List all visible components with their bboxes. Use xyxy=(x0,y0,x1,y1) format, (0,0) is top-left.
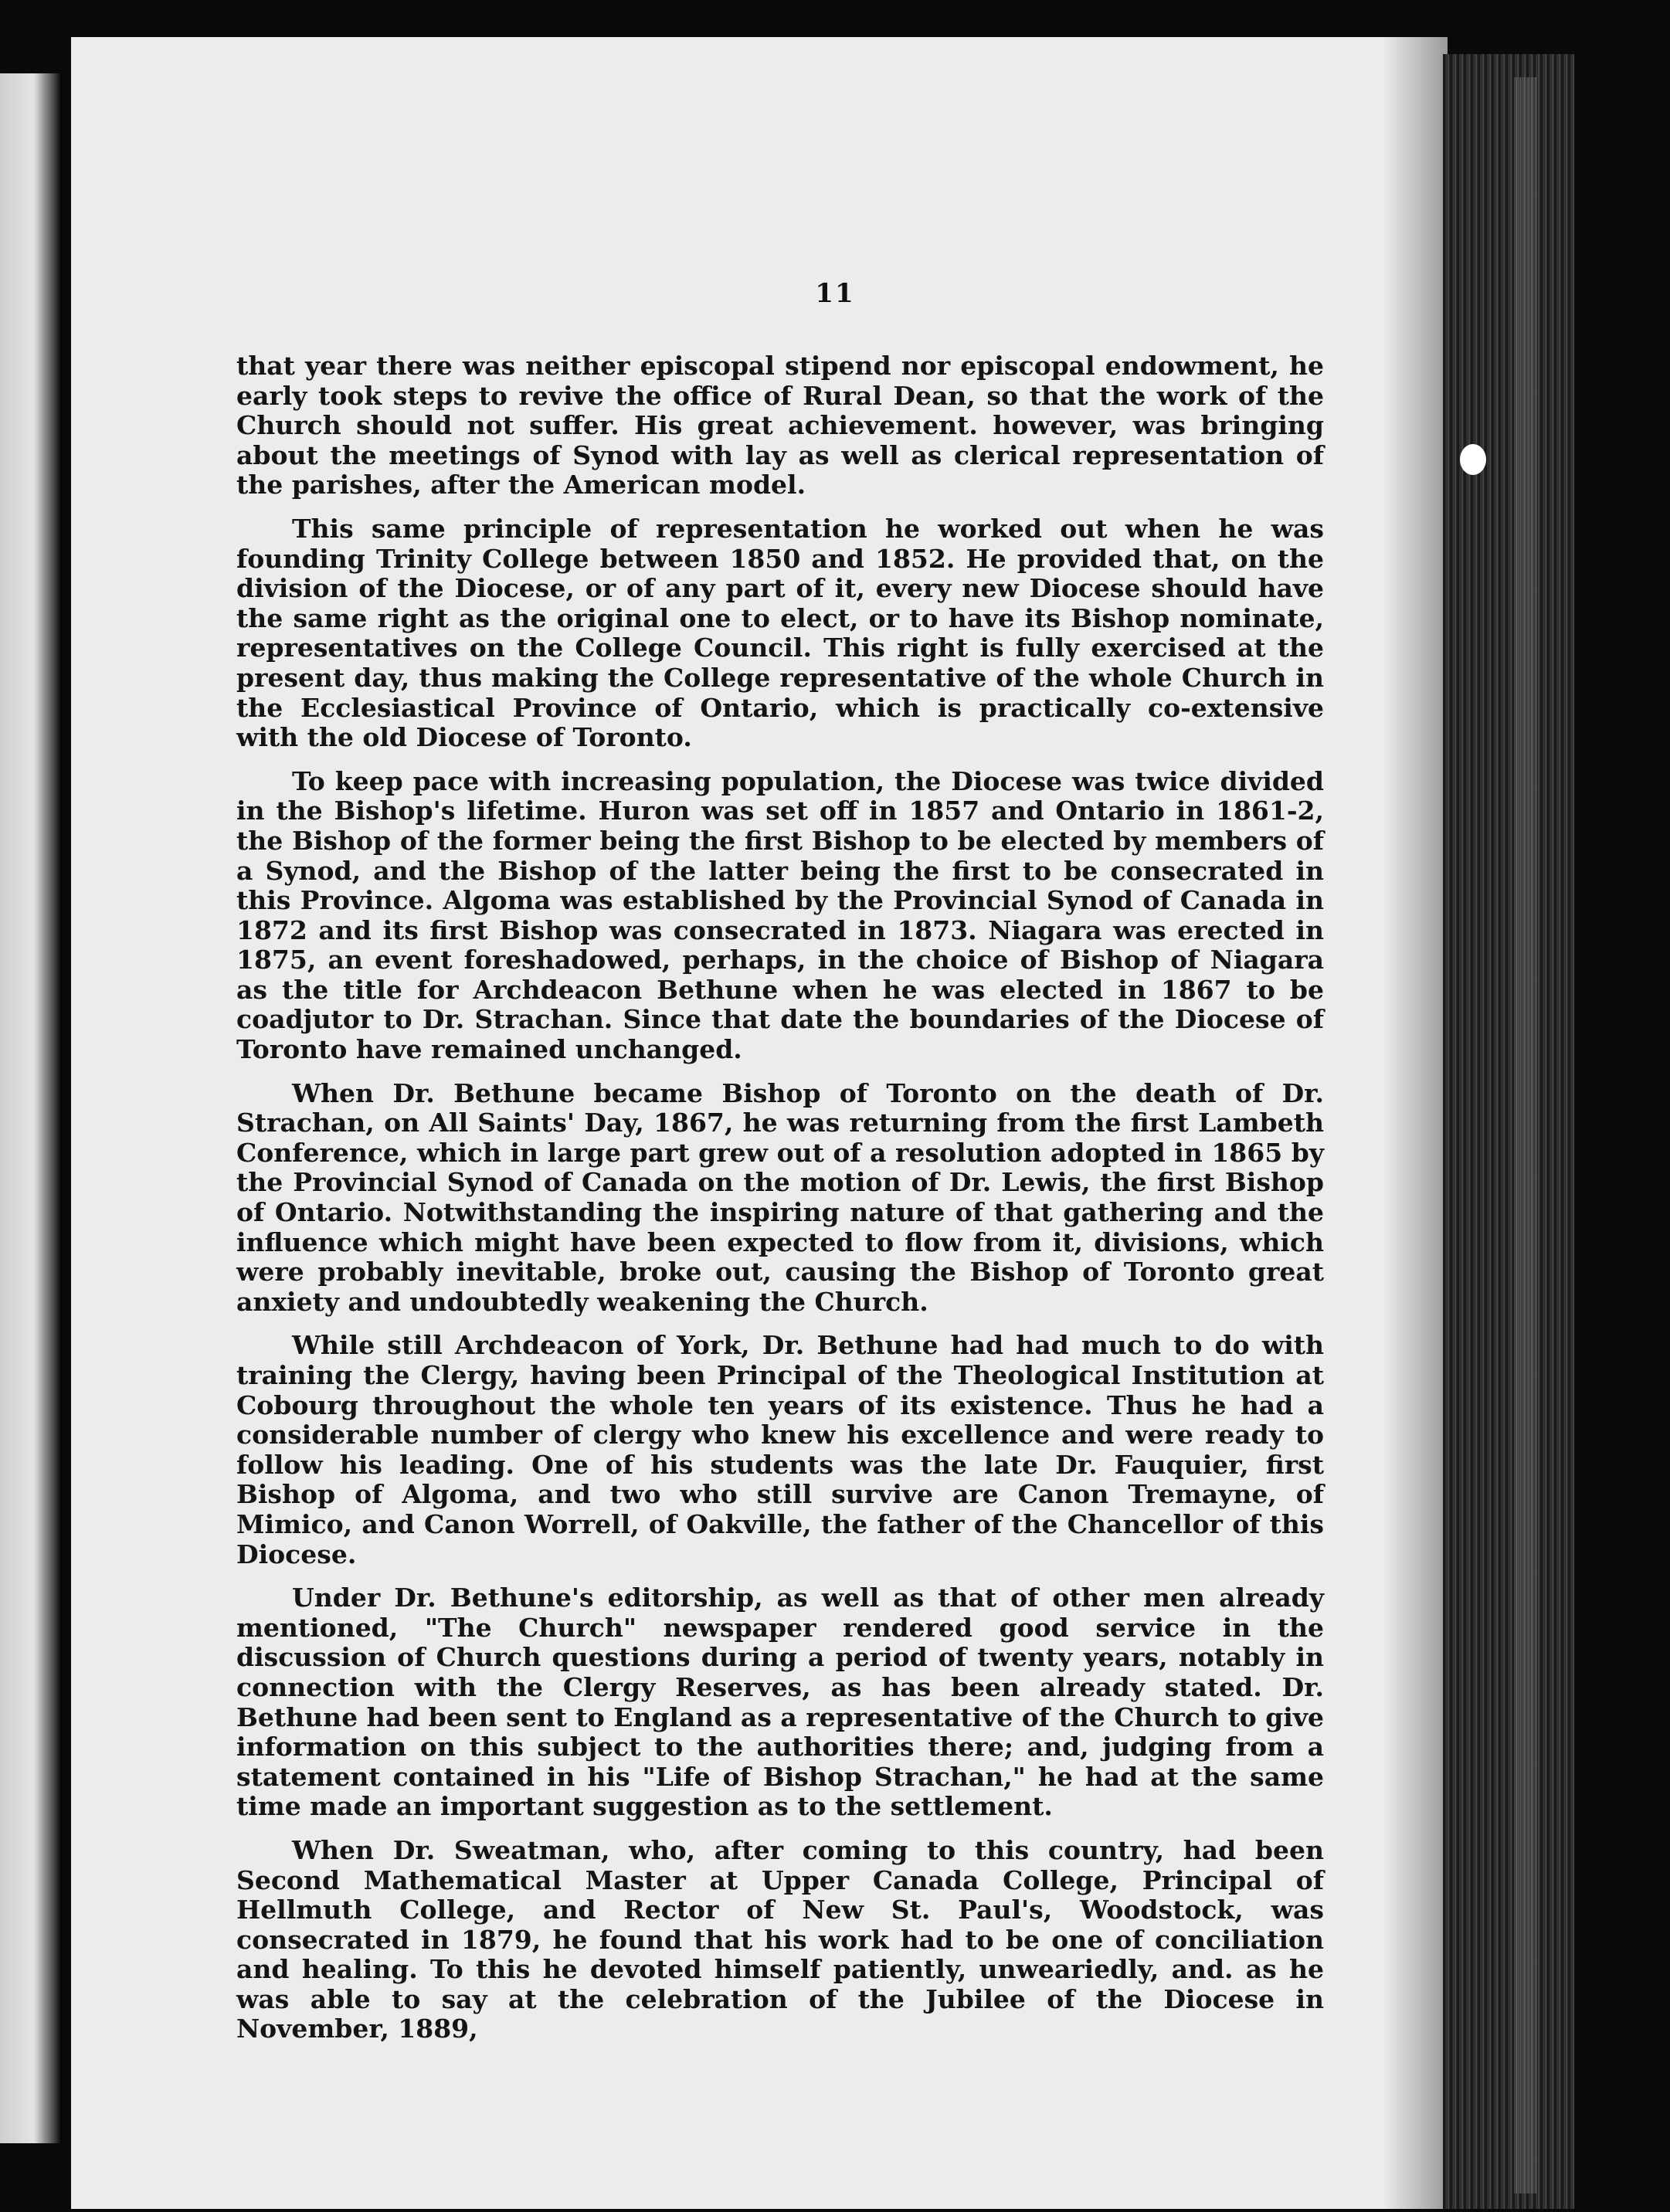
paragraph-7: When Dr. Sweatman, who, after coming to this country, had been Second Mathematical Master at Upper Canada College, Principal of Hellmuth College, and Rector of New St. Paul's, Woodstock, was consecrated in 1879, he found that his work had to be one of conciliation and healing. To this he devoted himself patiently, unweariedly, and. as he was able to say at the celebration of the Jubilee of the Diocese in November, 1889, xyxy=(236,1834,1324,2044)
paragraph-1: that year there was neither episcopal stipend nor episcopal endowment, he early took steps to revive the office of Rural Dean, so that the work of the Church should not suffer. His great achievement. however, was bringing about the meetings of Synod with lay as well as clerical representation of the parishes, after the American model. xyxy=(236,351,1324,500)
paragraph-5: While still Archdeacon of York, Dr. Bethune had had much to do with training the Clergy, having been Principal of the Theological Institution at Cobourg throughout the whole ten years of its existence. Thus he had a considerable number of clergy who knew his excellence and were ready to follow his leading. One of his students was the late Dr. Fauquier, first Bishop of Algoma, and two who still survive are Canon Tremayne, of Mimico, and Canon Worrell, of Oakville, the father of the Chancellor of this Diocese. xyxy=(236,1330,1324,1569)
book-fore-edge-highlight xyxy=(1514,77,1537,2193)
paper-speck xyxy=(1460,444,1486,475)
page-number: 11 xyxy=(815,278,855,309)
book-fore-edge xyxy=(1443,54,1574,2209)
body-text xyxy=(236,351,1324,2058)
paragraph-4: When Dr. Bethune became Bishop of Toronto on the death of Dr. Strachan, on All Saints' Day, 1867, he was returning from the first Lambeth Conference, which in large part grew out of a resolution adopted in 1865 by the Provincial Synod of Canada on the motion of Dr. Lewis, the first Bishop of Ontario. Notwithstanding the inspiring nature of that gathering and the influence which might have been expected to flow from it, divisions, which were probably inevitable, broke out, causing the Bishop of Toronto great anxiety and undoubtedly weakening the Church. xyxy=(236,1077,1324,1317)
gutter-shadow xyxy=(1383,37,1448,2209)
paragraph-3: To keep pace with increasing population, the Diocese was twice divided in the Bishop's lifetime. Huron was set off in 1857 and Ontario in 1861-2, the Bishop of the former being the first Bishop to be elected by members of a Synod, and the Bishop of the latter being the first to be consecrated in this Province. Algoma was established by the Provincial Synod of Canada in 1872 and its first Bishop was consecrated in 1873. Niagara was erected in 1875, an event foreshadowed, perhaps, in the choice of Bishop of Niagara as the title for Archdeacon Bethune when he was elected in 1867 to be coadjutor to Dr. Strachan. Since that date the boundaries of the Diocese of Toronto have remained unchanged. xyxy=(236,765,1324,1065)
paragraph-2: This same principle of representation he worked out when he was founding Trinity College between 1850 and 1852. He provided that, on the division of the Diocese, or of any part of it, every new Diocese should have the same right as the original one to elect, or to have its Bishop nominate, representatives on the College Council. This right is fully exercised at the present day, thus making the College representative of the whole Church in the Ecclesiastical Province of Ontario, which is practically co-extensive with the old Diocese of Toronto. xyxy=(236,513,1324,753)
paragraph-6: Under Dr. Bethune's editorship, as well as that of other men already mentioned, "The Church" newspaper rendered good service in the discussion of Church questions during a period of twenty years, notably in connection with the Clergy Reserves, as has been already stated. Dr. Bethune had been sent to England as a representative of the Church to give information on this subject to the authorities there; and, judging from a statement contained in his "Life of Bishop Strachan," he had at the same time made an important suggestion as to the settlement. xyxy=(236,1583,1324,1822)
facing-page-edge xyxy=(0,73,62,2143)
